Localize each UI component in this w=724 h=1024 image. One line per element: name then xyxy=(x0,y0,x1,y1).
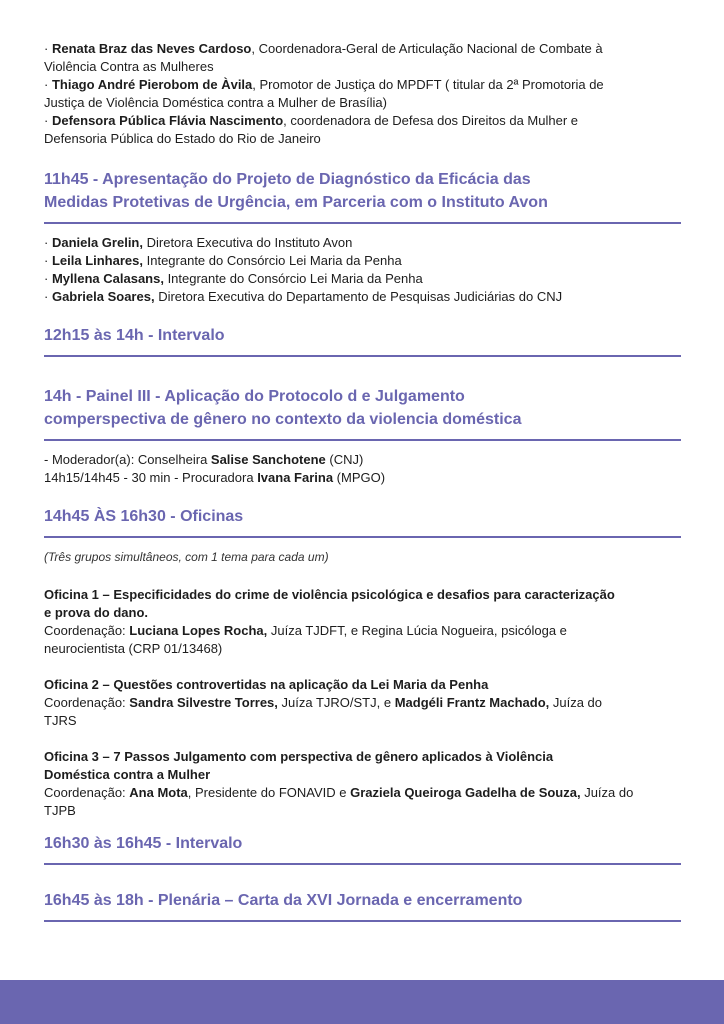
section-divider xyxy=(44,920,681,922)
moderator-line: - Moderador(a): Conselheira Salise Sanchotene (CNJ) xyxy=(44,452,364,467)
footer-band xyxy=(0,980,724,1024)
section-heading-cont: Medidas Protetivas de Urgência, em Parceria com o Instituto Avon xyxy=(44,194,548,211)
workshop-3 xyxy=(44,748,684,820)
section-divider xyxy=(44,222,681,224)
section-divider xyxy=(44,439,681,441)
section-heading: 16h45 às 18h - Plenária – Carta da XVI Jornada e encerramento xyxy=(44,892,523,909)
workshop-coordination: Coordenação: Ana Mota, Presidente do FONAVID e Graziela Queiroga Gadelha de Souza, Juíza do xyxy=(44,785,634,800)
workshop-2 xyxy=(44,676,684,730)
section-heading-cont: comperspectiva de gênero no contexto da violencia doméstica xyxy=(44,411,522,428)
speaker-item: · Gabriela Soares, Diretora Executiva do Departamento de Pesquisas Judiciárias do CNJ xyxy=(44,289,563,304)
speaker-item: · Daniela Grelin, Diretora Executiva do Instituto Avon xyxy=(44,235,353,250)
speaker-item-cont: Violência Contra as Mulheres xyxy=(44,59,214,74)
workshop-coordination-cont: neurocientista (CRP 01/13468) xyxy=(44,641,223,656)
section-heading: 12h15 às 14h - Intervalo xyxy=(44,327,225,344)
speaker-item-cont: Justiça de Violência Doméstica contra a Mulher de Brasília) xyxy=(44,95,387,110)
section-1215 xyxy=(44,324,684,357)
panel-details xyxy=(44,451,684,487)
section-heading: 14h45 ÀS 16h30 - Oficinas xyxy=(44,508,244,525)
workshop-title: Oficina 3 – 7 Passos Julgamento com perspectiva de gênero aplicados à Violência xyxy=(44,749,554,764)
speaker-line: 14h15/14h45 - 30 min - Procuradora Ivana Farina (MPGO) xyxy=(44,470,386,485)
speaker-item-cont: Defensoria Pública do Estado do Rio de Janeiro xyxy=(44,131,321,146)
speaker-item: · Thiago André Pierobom de Àvila, Promotor de Justiça do MPDFT ( titular da 2ª Promotoria de xyxy=(44,77,604,92)
speaker-list xyxy=(44,234,684,306)
section-heading: 14h - Painel III - Aplicação do Protocolo d e Julgamento xyxy=(44,388,465,405)
section-divider xyxy=(44,863,681,865)
program-content xyxy=(44,40,684,922)
section-1630 xyxy=(44,832,684,865)
workshop-title: Oficina 1 – Especificidades do crime de violência psicológica e desafios para caracterização xyxy=(44,587,615,602)
workshop-note: (Três grupos simultâneos, com 1 tema para cada um) xyxy=(44,550,329,564)
speaker-item: · Myllena Calasans, Integrante do Consórcio Lei Maria da Penha xyxy=(44,271,423,286)
workshop-coordination: Coordenação: Sandra Silvestre Torres, Juíza TJRO/STJ, e Madgéli Frantz Machado, Juíza do xyxy=(44,695,603,710)
workshop-coordination-cont: TJRS xyxy=(44,713,77,728)
section-1445 xyxy=(44,505,684,820)
speaker-list-intro xyxy=(44,40,684,148)
workshop-coordination-cont: TJPB xyxy=(44,803,76,818)
section-divider xyxy=(44,536,681,538)
section-1645 xyxy=(44,889,684,922)
workshop-title: Oficina 2 – Questões controvertidas na aplicação da Lei Maria da Penha xyxy=(44,677,489,692)
section-heading: 16h30 às 16h45 - Intervalo xyxy=(44,835,243,852)
workshop-title-cont: Doméstica contra a Mulher xyxy=(44,767,211,782)
workshop-coordination: Coordenação: Luciana Lopes Rocha, Juíza TJDFT, e Regina Lúcia Nogueira, psicóloga e xyxy=(44,623,567,638)
speaker-item: · Leila Linhares, Integrante do Consórcio Lei Maria da Penha xyxy=(44,253,402,268)
speaker-item: · Defensora Pública Flávia Nascimento, coordenadora de Defesa dos Direitos da Mulher e xyxy=(44,113,578,128)
speaker-item: · Renata Braz das Neves Cardoso, Coordenadora-Geral de Articulação Nacional de Combate à xyxy=(44,41,603,56)
section-divider xyxy=(44,355,681,357)
section-1145 xyxy=(44,168,684,306)
section-heading: 11h45 - Apresentação do Projeto de Diagnóstico da Eficácia das xyxy=(44,171,531,188)
workshop-title-cont: e prova do dano. xyxy=(44,605,149,620)
workshop-1 xyxy=(44,586,684,658)
section-14h xyxy=(44,385,684,487)
